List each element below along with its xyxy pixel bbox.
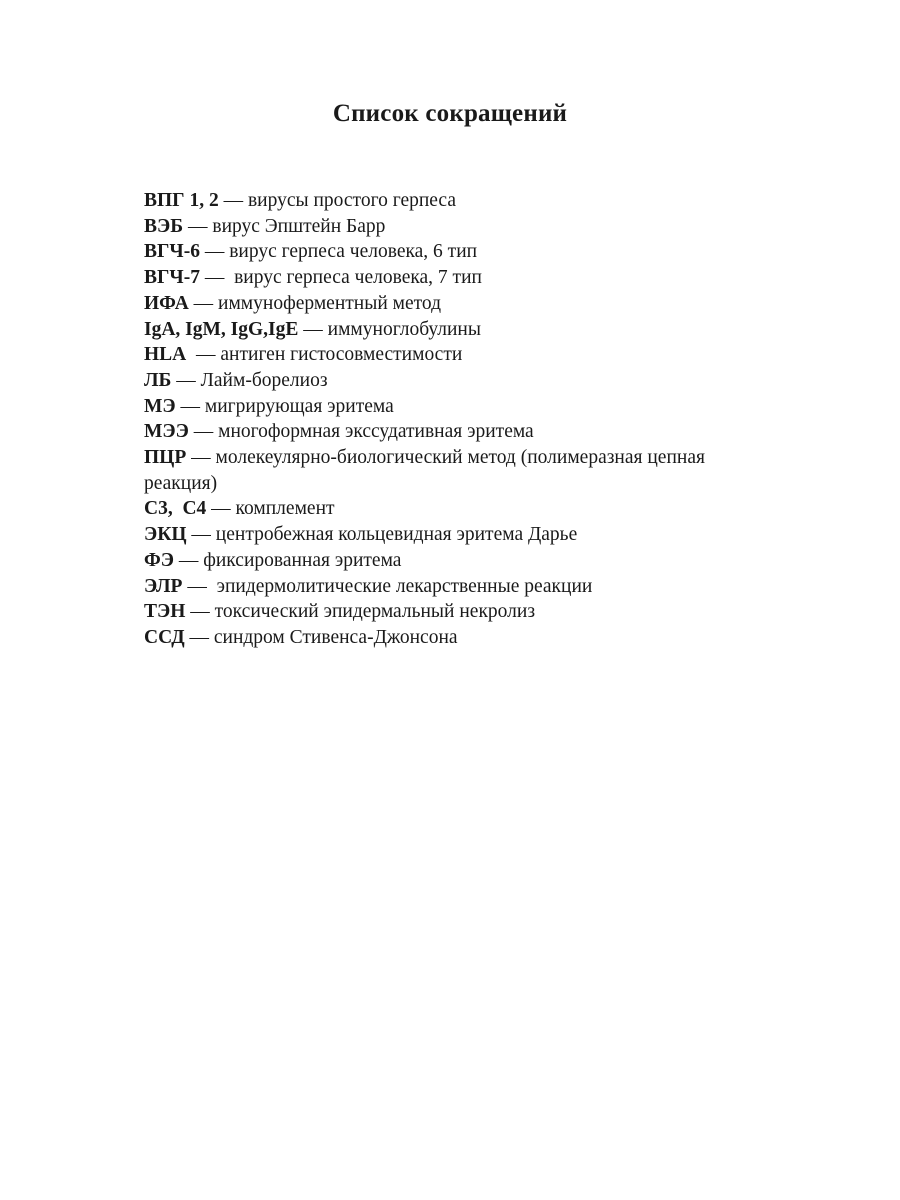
abbreviation-definition: центробежная кольцевидная эритема Дарье [215,524,578,546]
abbreviation-definition: иммуноглобулины [327,318,481,340]
abbreviation-term: ВГЧ-7 [144,267,200,289]
abbreviation-item [144,317,744,343]
abbreviation-item [144,548,744,574]
abbreviation-definition: вирус герпеса человека, 7 тип [234,267,482,289]
abbreviation-term: ЭЛР [144,575,183,597]
abbreviation-item [144,394,744,420]
abbreviation-definition: фиксированная эритема [203,549,402,571]
em-dash: — [182,575,217,597]
abbreviation-term: IgA, IgM, IgG,IgE [144,318,299,340]
abbreviation-definition: мигрирующая эритема [204,395,394,417]
em-dash: — [184,626,214,648]
abbreviation-definition: антиген гистосовместимости [220,344,463,366]
abbreviation-definition: токсический эпидермальный некролиз [214,601,536,623]
abbreviation-definition: комплемент [235,498,335,520]
abbreviation-definition: вирус Эпштейн Барр [212,215,386,237]
em-dash: — [206,498,236,520]
abbreviation-definition: молекеулярно-биологический метод (полимеразная цепная реакция) [144,447,705,494]
abbreviation-definition: многоформная экссудативная эритема [218,421,534,443]
abbreviation-term: ПЦР [144,447,187,469]
em-dash: — [199,241,230,263]
abbreviation-term: ИФА [144,292,189,314]
abbreviation-term: ЛБ [144,369,172,391]
abbreviation-item [144,522,744,548]
em-dash: — [173,549,204,571]
em-dash: — [186,344,221,366]
abbreviation-term: ЭКЦ [144,524,187,546]
em-dash: — [171,369,201,391]
em-dash: — [186,524,216,546]
abbreviation-definition: эпидермолитические лекарственные реакции [216,575,593,597]
abbreviation-item [144,239,744,265]
em-dash: — [199,267,235,289]
abbreviation-term: МЭЭ [144,421,189,443]
abbreviation-item [144,342,744,368]
abbreviation-term: ССД [144,626,185,648]
abbreviation-item [144,574,744,600]
abbreviation-list [144,188,744,651]
em-dash: — [298,318,328,340]
abbreviation-definition: вирус герпеса человека, 6 тип [229,241,478,263]
em-dash: — [186,447,216,469]
abbreviation-item [144,368,744,394]
em-dash: — [188,421,219,443]
em-dash: — [185,601,215,623]
abbreviation-term: ТЭН [144,601,186,623]
em-dash: — [175,395,205,417]
page-title: Список сокращений [332,100,568,127]
abbreviation-item [144,625,744,651]
abbreviation-item [144,599,744,625]
abbreviation-term: ВПГ 1, 2 [144,190,219,211]
abbreviation-term: ВЭБ [144,215,184,237]
abbreviation-definition: иммуноферментный метод [218,292,441,314]
abbreviation-term: С3, С4 [144,498,207,520]
em-dash: — [183,215,213,237]
abbreviation-definition: синдром Стивенса-Джонсона [213,626,458,648]
abbreviation-item [144,265,744,291]
abbreviation-item [144,214,744,240]
abbreviation-item [144,445,744,496]
abbreviation-term: ВГЧ-6 [144,241,200,263]
em-dash: — [188,292,219,314]
em-dash: — [218,190,248,211]
abbreviation-item [144,188,744,214]
abbreviation-term: ФЭ [144,549,174,571]
abbreviation-term: HLA [144,344,187,366]
abbreviation-definition: Лайм-борелиоз [200,369,328,391]
abbreviation-item [144,419,744,445]
abbreviation-definition: вирусы простого герпеса [247,190,456,211]
abbreviation-term: МЭ [144,395,176,417]
abbreviation-item [144,496,744,522]
abbreviation-item [144,291,744,317]
